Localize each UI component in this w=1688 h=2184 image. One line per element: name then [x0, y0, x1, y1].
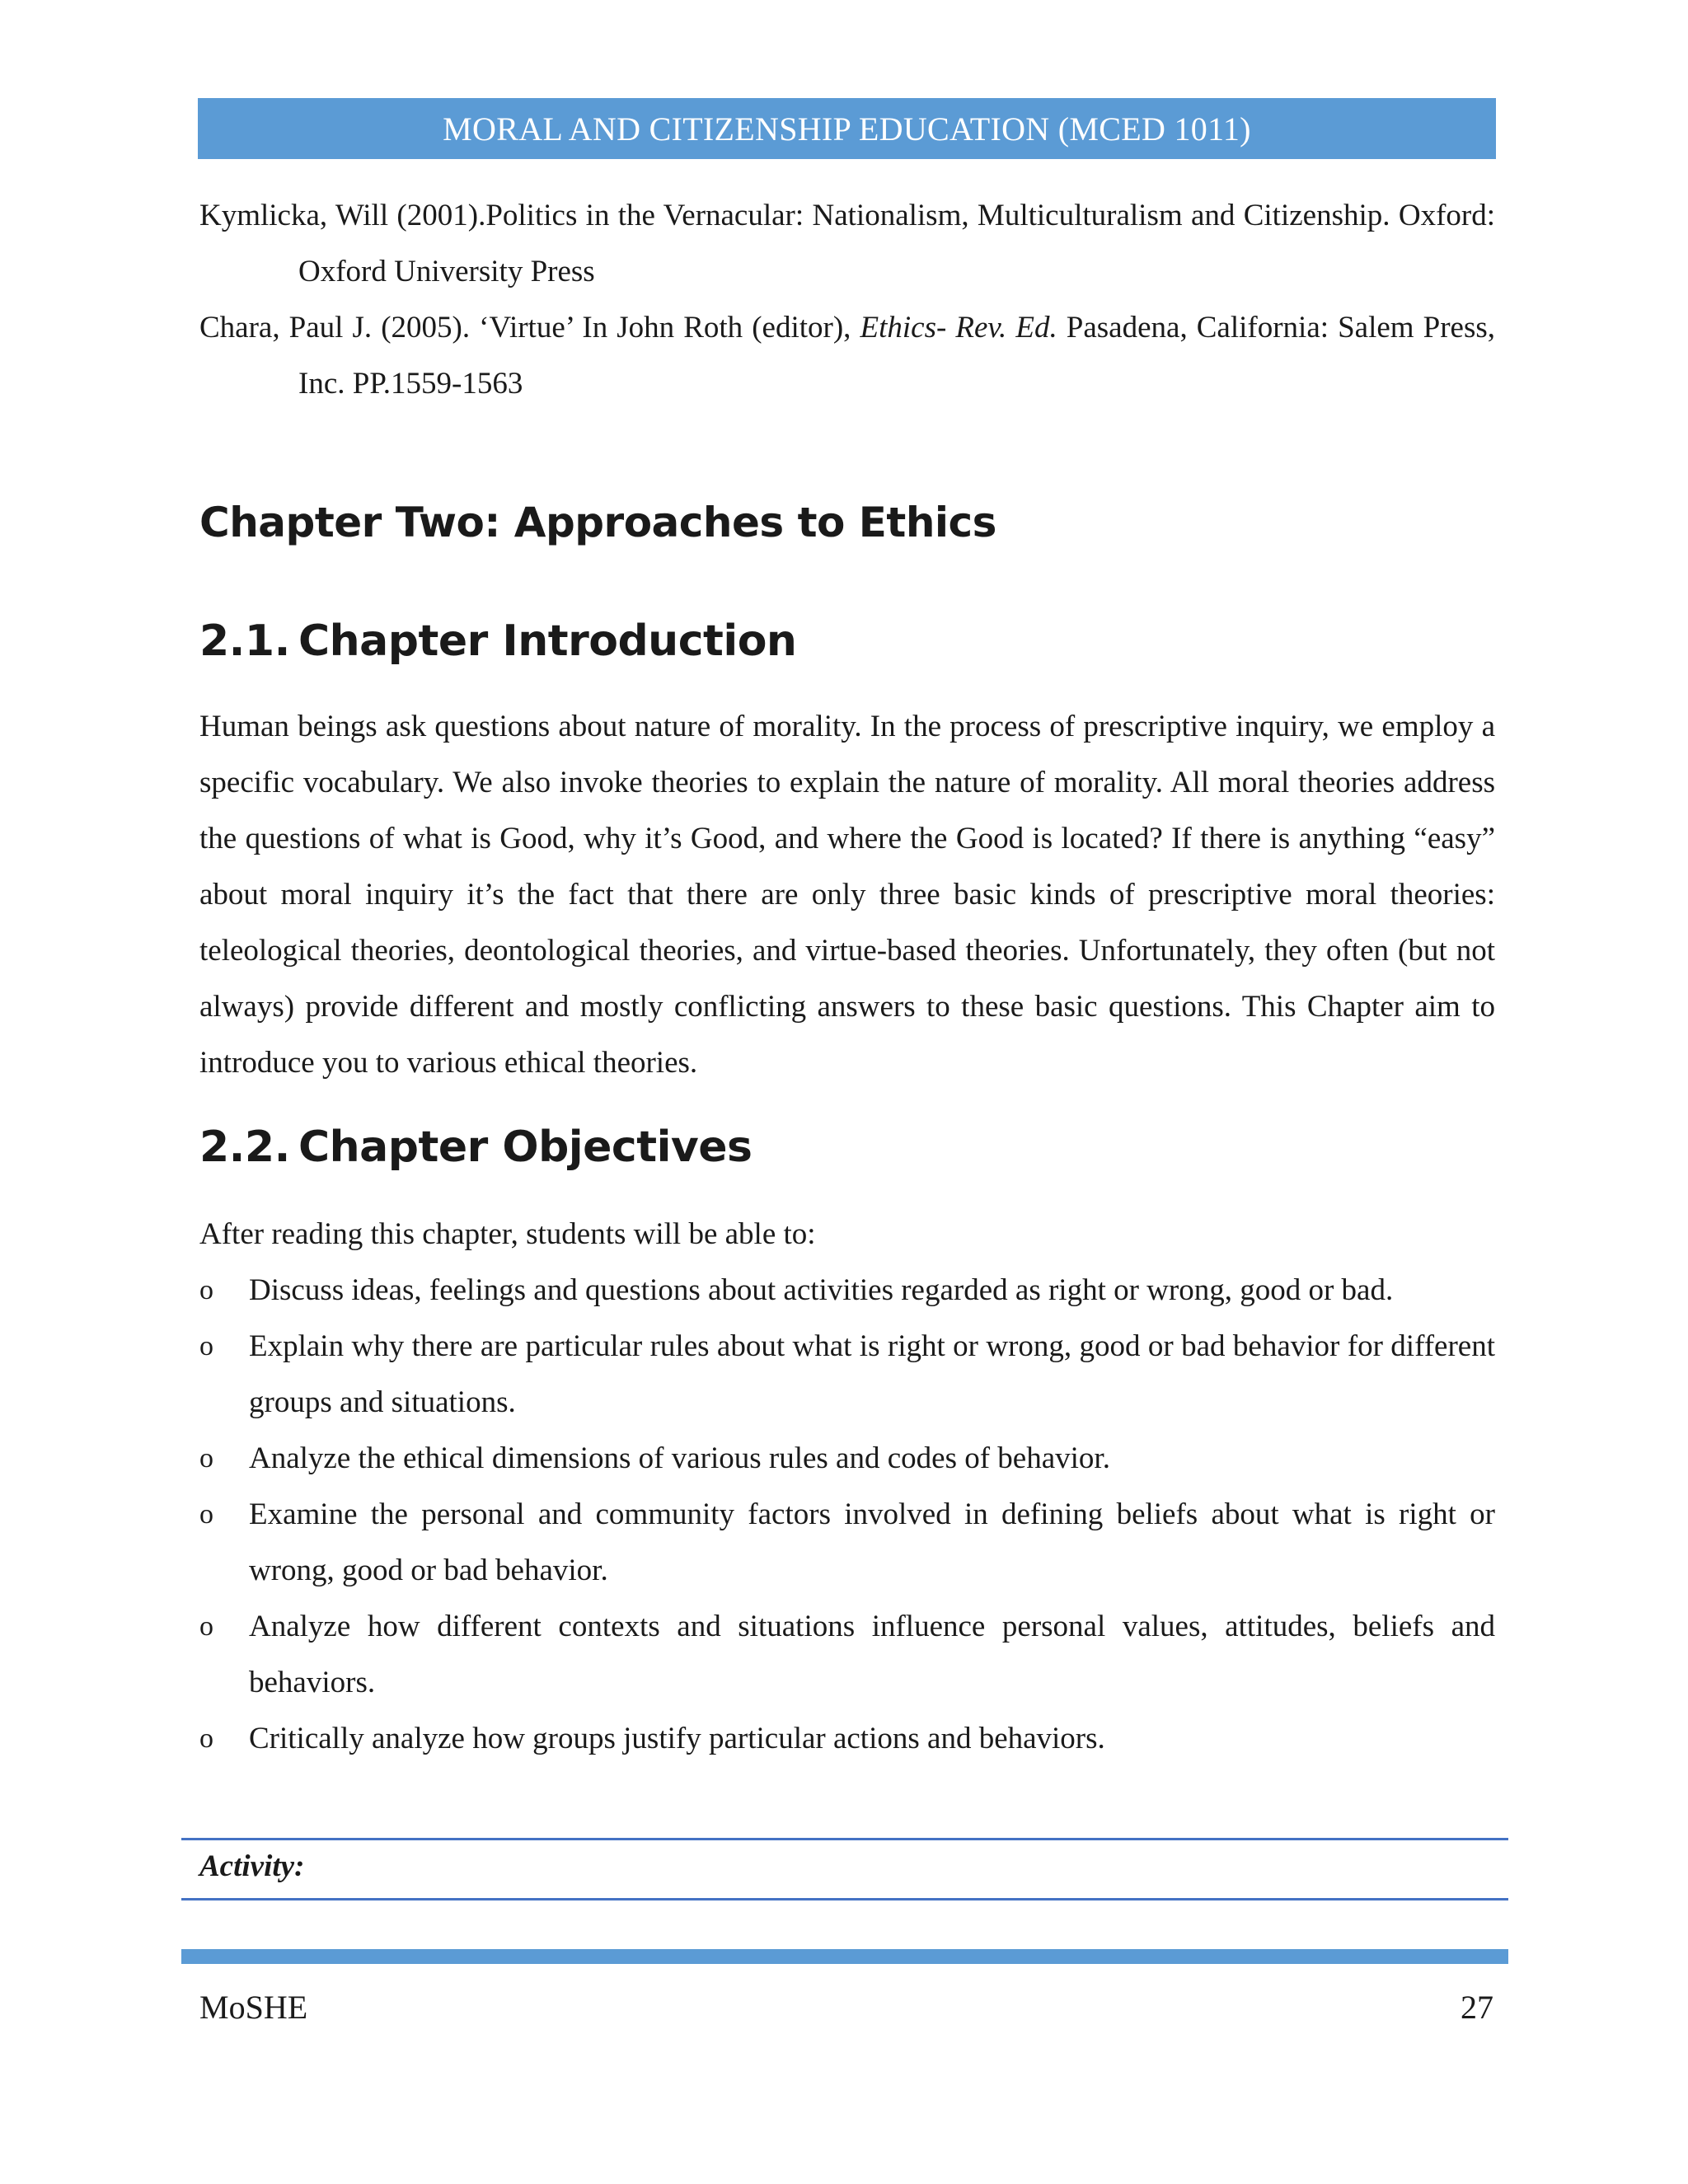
reference-title-italic: Ethics- Rev. Ed. — [860, 311, 1057, 344]
introduction-paragraph: Human beings ask questions about nature of morality. In the process of prescriptive inquiry, we employ a specific vocabulary. We also invoke theories to explain the nature of morality. All moral theories address the questions of what is Good, why it’s Good, and where the Good is located? If there is anything “easy” about moral inquiry it’s the fact that there are only three basic kinds of prescriptive moral theories: teleological theories, deontological theories, and virtue-based theories. Unfortunately, they often (but not always) provide different and mostly conflicting answers to these basic questions. This Chapter aim to introduce you to various ethical theories. — [199, 710, 1495, 1080]
bullet-icon: o — [199, 1499, 213, 1530]
footer-rule — [181, 1949, 1508, 1964]
bullet-icon: o — [199, 1443, 213, 1474]
list-item — [199, 1431, 1495, 1487]
objective-text: Examine the personal and community factors involved in defining beliefs about what is right or wrong, good or bad behavior. — [249, 1497, 1495, 1587]
objective-text: Critically analyze how groups justify particular actions and behaviors. — [249, 1722, 1105, 1755]
bullet-icon: o — [199, 1723, 213, 1754]
reference-text: Pasadena, California: Salem Press, Inc. PP.1559-1563 — [298, 311, 1495, 401]
activity-box — [181, 1838, 1508, 1900]
bullet-icon: o — [199, 1275, 213, 1305]
page-number: 27 — [1461, 1989, 1493, 2026]
reference-entry — [199, 300, 1495, 412]
section-heading-objectives — [199, 1122, 753, 1172]
objectives-intro: After reading this chapter, students will be able to: — [199, 1217, 816, 1251]
footer-publisher: MoSHE — [199, 1989, 308, 2026]
bullet-icon: o — [199, 1331, 213, 1361]
references-block — [199, 188, 1495, 412]
activity-label: Activity: — [199, 1849, 305, 1883]
objective-text: Analyze how different contexts and situations influence personal values, attitudes, beliefs and behaviors. — [249, 1610, 1495, 1699]
objective-text: Discuss ideas, feelings and questions about activities regarded as right or wrong, good or bad. — [249, 1273, 1394, 1307]
list-item — [199, 1263, 1495, 1319]
running-header-title: MORAL AND CITIZENSHIP EDUCATION (MCED 1011) — [443, 110, 1251, 148]
introduction-body — [199, 699, 1495, 1091]
section-title: Chapter Introduction — [298, 616, 797, 666]
objectives-list — [199, 1263, 1495, 1767]
list-item — [199, 1599, 1495, 1711]
section-number: 2.1. — [199, 616, 290, 666]
objective-text: Analyze the ethical dimensions of various rules and codes of behavior. — [249, 1441, 1110, 1475]
section-title: Chapter Objectives — [298, 1122, 753, 1172]
chapter-title: Chapter Two: Approaches to Ethics — [199, 499, 996, 546]
section-heading-introduction — [199, 616, 796, 666]
objectives-body — [199, 1207, 1495, 1767]
reference-entry: Kymlicka, Will (2001).Politics in the Vernacular: Nationalism, Multiculturalism and Citizenship. Oxford: Oxford University Press — [199, 199, 1495, 288]
objective-text: Explain why there are particular rules about what is right or wrong, good or bad behavior for different groups and situations. — [249, 1329, 1495, 1419]
bullet-icon: o — [199, 1611, 213, 1642]
list-item — [199, 1487, 1495, 1599]
reference-text: Chara, Paul J. (2005). ‘Virtue’ In John Roth (editor), — [199, 311, 860, 344]
running-header — [198, 98, 1496, 159]
section-number: 2.2. — [199, 1122, 290, 1172]
list-item — [199, 1711, 1495, 1767]
list-item — [199, 1319, 1495, 1431]
